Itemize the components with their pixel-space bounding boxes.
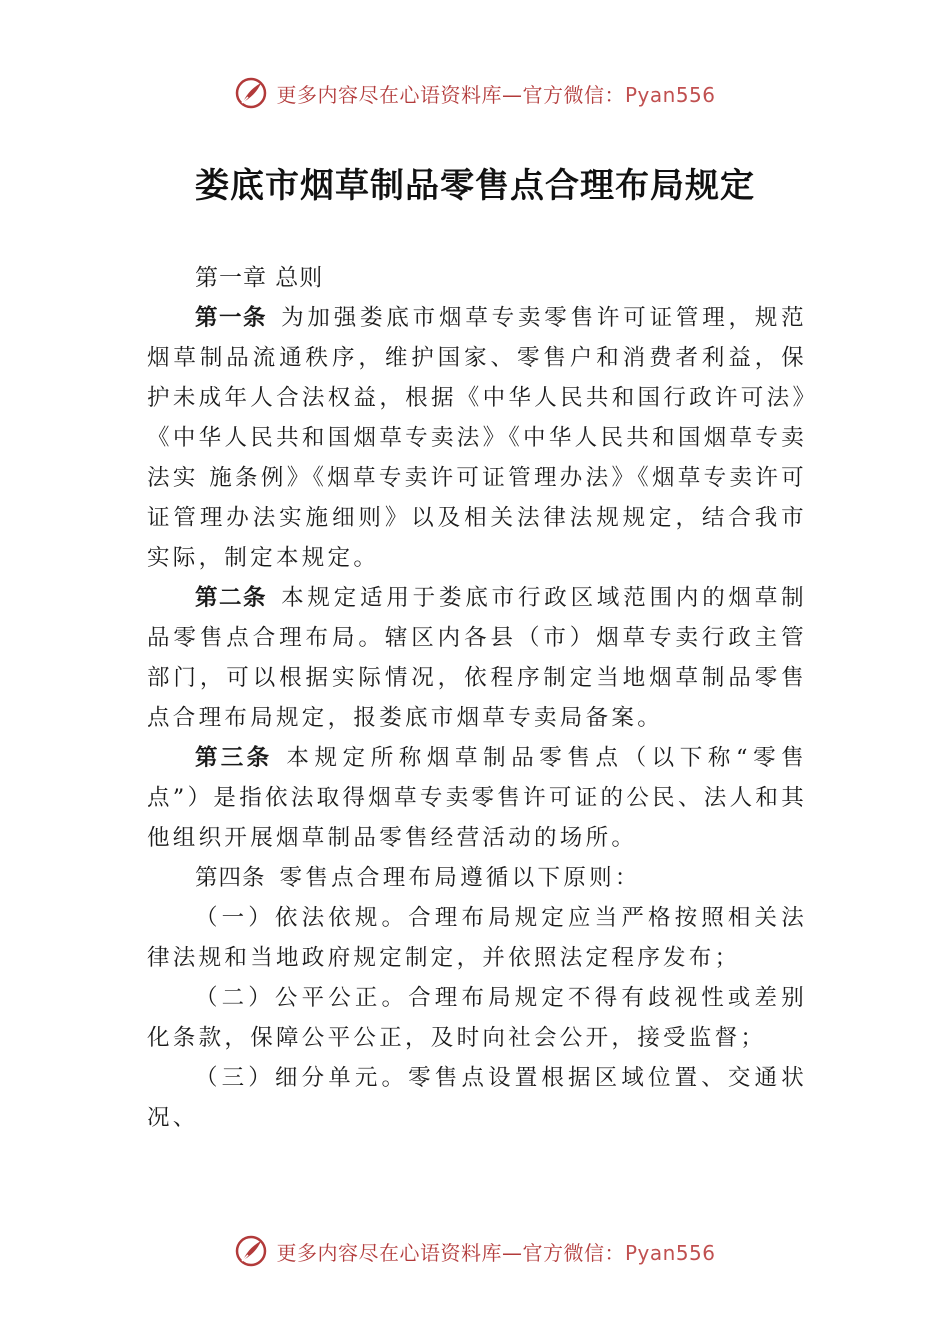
article-1-text: 为加强娄底市烟草专卖零售许可证管理，规范烟草制品流通秩序，维护国家、零售户和消费者利益，保护未成年人合法权益，根据《中华人民共和国行政许可法》《中华人民共和国烟草专卖法》《中华人民共和国烟草专卖法实 施条例》《烟草专卖许可证管理办法》《烟草专卖许可证管理办法实施细则》以及相关法律法规规定，结合我市实际，制定本规定。: [147, 305, 807, 571]
article-3-text: 本规定所称烟草制品零售点（以下称“零售点”）是指依法取得烟草专卖零售许可证的公民、法人和其他组织开展烟草制品零售经营活动的场所。: [147, 745, 807, 851]
article-2: [147, 578, 807, 738]
watermark-wechat-id: Pyan556: [624, 1240, 716, 1265]
quill-logo-icon: [234, 76, 268, 110]
principle-2: （二）公平公正。合理布局规定不得有歧视性或差别化条款，保障公平公正，及时向社会公开，接受监督；: [147, 985, 807, 1051]
watermark-label: 更多内容尽在心语资料库—官方微信：: [276, 82, 625, 107]
footer-watermark: [0, 1231, 950, 1271]
article-4: [147, 858, 807, 898]
watermark-wechat-id: Pyan556: [624, 82, 716, 107]
quill-logo-icon: [234, 1234, 268, 1268]
article-3: [147, 738, 807, 858]
article-4-head: 第四条: [195, 865, 266, 891]
article-3-head: 第三条: [195, 745, 273, 771]
document-body: [147, 258, 807, 1138]
article-1-head: 第一条: [195, 305, 268, 331]
principle-3: （三）细分单元。零售点设置根据区域位置、交通状况、: [147, 1065, 807, 1131]
watermark-text: [276, 79, 715, 108]
article-2-head: 第二条: [195, 585, 268, 611]
article-1: [147, 298, 807, 578]
chapter-heading: 第一章 总则: [195, 265, 324, 291]
article-4-text: 零售点合理布局遵循以下原则：: [279, 865, 641, 891]
watermark-label: 更多内容尽在心语资料库—官方微信：: [276, 1240, 625, 1265]
header-watermark: [0, 73, 950, 113]
principle-1: （一）依法依规。合理布局规定应当严格按照相关法律法规和当地政府规定制定，并依照法定程序发布；: [147, 905, 807, 971]
watermark-text: [276, 1237, 715, 1266]
document-title: 娄底市烟草制品零售点合理布局规定: [195, 166, 755, 206]
article-2-text: 本规定适用于娄底市行政区域范围内的烟草制品零售点合理布局。辖区内各县（市）烟草专卖行政主管部门，可以根据实际情况，依程序制定当地烟草制品零售点合理布局规定，报娄底市烟草专卖局备案。: [147, 585, 807, 731]
